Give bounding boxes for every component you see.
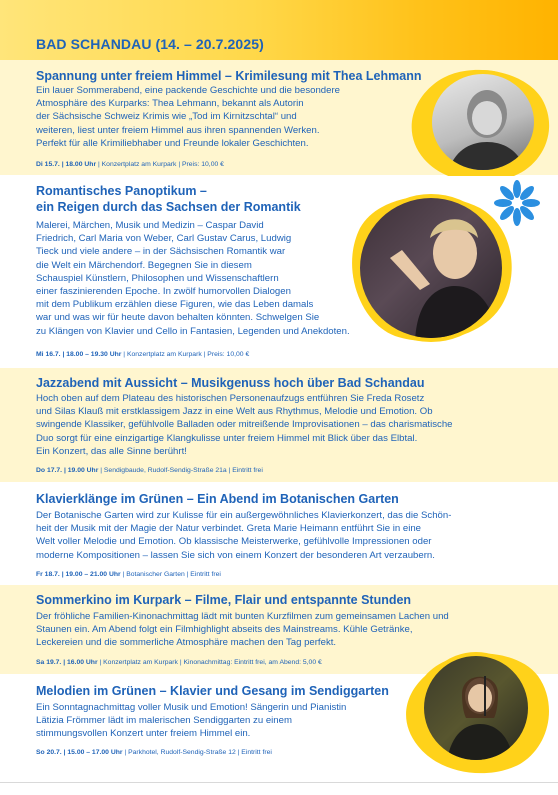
event-title: Jazzabend mit Aussicht – Musikgenuss hoch über Bad Schandau <box>36 376 425 390</box>
bottom-divider <box>0 782 558 783</box>
singer-pianist-photo <box>420 652 532 764</box>
actor-performance-photo <box>356 194 506 342</box>
event-meta: Sa 19.7. | 16.00 Uhr | Konzertplatz am Kurpark | Kinonachmittag: Eintritt frei, am Abend: 5,00 € <box>36 659 322 666</box>
flower-icon <box>494 180 540 226</box>
event-title: Melodien im Grünen – Klavier und Gesang im Sendiggarten <box>36 684 389 698</box>
event-description: Malerei, Märchen, Musik und Medizin – Caspar David Friedrich, Carl Maria von Weber, Carl Gustav Carus, Ludwig Tieck und viele andere – in der Sächsischen Romantik war die Welt ein Märchendorf. Begegnen Sie in diesem Schauspiel Künstlern, Philosophen und Wissenschaftlern einer faszinierenden Epoche. In zwölf humorvollen Dialogen mit dem Publikum erzählen diese Figuren, wie das Leben damals war und was wir für heute davon behalten könnten. Schwelgen Sie zu Klängen von Klavier und Cello in Fantasien, Legenden und Anekdoten. <box>36 220 350 337</box>
event-description: Ein Sonntagnachmittag voller Musik und Emotion! Sängerin und Pianistin Lätizia Frömmer lädt im malerischen Sendiggarten zu einem stimmungsvollen Konzert unter freiem Himmel ein. <box>36 702 347 740</box>
header-banner <box>0 0 558 60</box>
event-meta: Mi 16.7. | 18.00 – 19.30 Uhr | Konzertplatz am Kurpark | Preis: 10,00 € <box>36 351 250 358</box>
event-meta: So 20.7. | 15.00 – 17.00 Uhr | Parkhotel, Rudolf-Sendig-Straße 12 | Eintritt frei <box>36 749 272 756</box>
event-description: Hoch oben auf dem Plateau des historischen Personenaufzugs entführen Sie Freda Rosetz und Silas Klauß mit erstklassigem Jazz in eine Welt aus Rhythmus, Melodie und Emotion. Ob swingende Klassiker, gefühlvolle Balladen oder mitreißende Improvisationen – das charismatische Duo sorgt für eine einzigartige Klangkulisse unter freiem Himmel mit Blick über das Elbtal. Ein Konzert, das alle Sinne berührt! <box>36 393 453 457</box>
event-meta: Di 15.7. | 18.00 Uhr | Konzertplatz am Kurpark | Preis: 10,00 € <box>36 161 224 168</box>
event-title: Sommerkino im Kurpark – Filme, Flair und entspannte Stunden <box>36 593 412 607</box>
event-title: Romantisches Panoptikum – ein Reigen durch das Sachsen der Romantik <box>36 184 301 214</box>
event-description: Ein lauer Sommerabend, eine packende Geschichte und die besondere Atmosphäre des Kurparks: Thea Lehmann, bekannt als Autorin der Sächsische Schweiz Krimis wie „Tod im Kirnitzschtal“ und weiteren, liest unter freiem Himmel aus ihren spannenden Werken. Perfekt für alle Krimiliebhaber und Freunde lokaler Geschichten. <box>36 85 341 149</box>
event-meta: Fr 18.7. | 19.00 – 21.00 Uhr | Botanischer Garten | Eintritt frei <box>36 571 221 578</box>
page-title: BAD SCHANDAU (14. – 20.7.2025) <box>36 36 264 52</box>
event-title: Spannung unter freiem Himmel – Krimilesung mit Thea Lehmann <box>36 69 422 83</box>
event-meta: Do 17.7. | 19.00 Uhr | Sendigbaude, Rudolf-Sendig-Straße 21a | Eintritt frei <box>36 467 263 474</box>
event-title: Klavierklänge im Grünen – Ein Abend im Botanischen Garten <box>36 492 399 506</box>
author-portrait-photo <box>428 70 538 174</box>
event-description: Der fröhliche Familien-Kinonachmittag lädt mit bunten Kurzfilmen zum gemeinsamen Lachen und Staunen ein. Am Abend folgt ein Filmhighlight abseits des Mainstreams. Kühle Getränke, Leckereien und die sommerliche Atmosphäre machen den Tag perfekt. <box>36 611 449 649</box>
event-description: Der Botanische Garten wird zur Kulisse für ein außergewöhnliches Klavierkonzert, das die Schön- heit der Musik mit der Magie der Natur verbindet. Greta Marie Heimann entführt Sie in eine Welt voller Melodie und Emotion. Ob klassische Meisterwerke, gefühlvolle Impressionen oder moderne Kompositionen – lassen Sie sich von einem Konzert der besonderen Art verzaubern. <box>36 510 452 561</box>
